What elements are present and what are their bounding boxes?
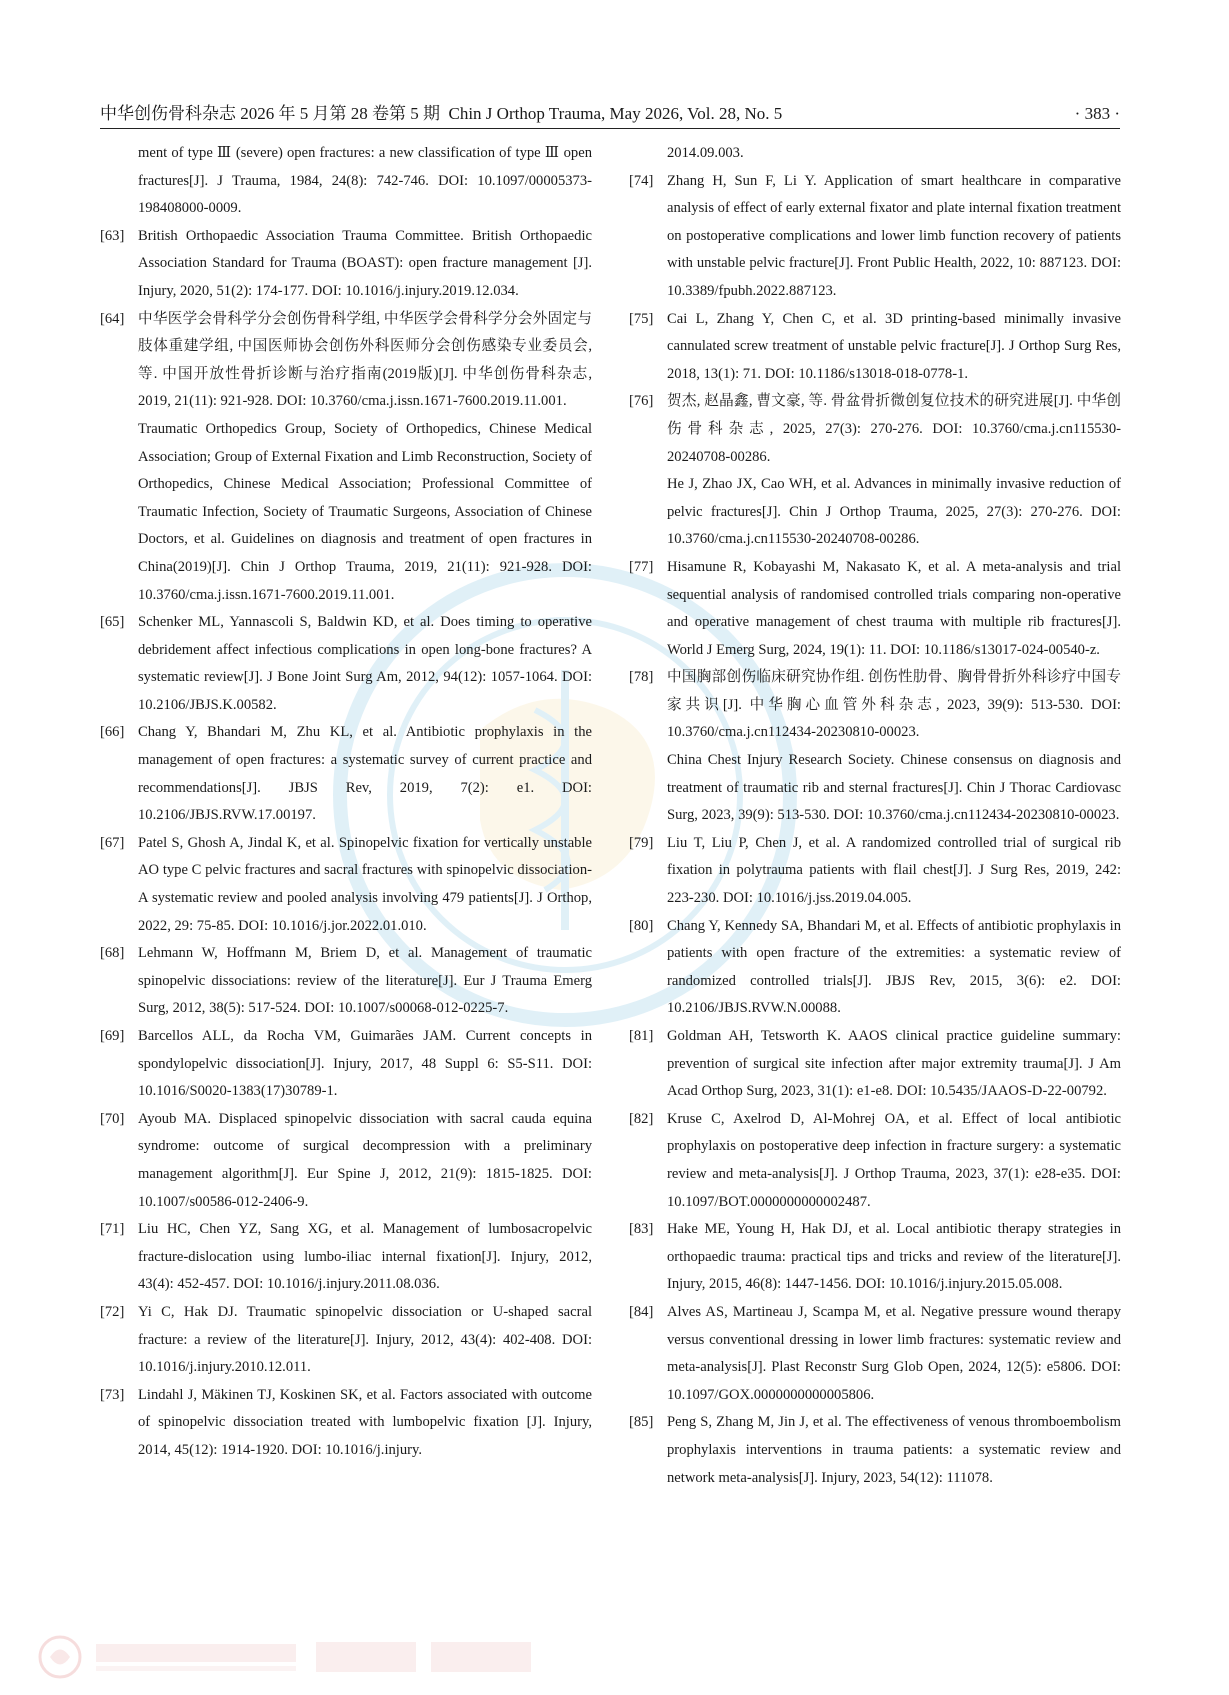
reference-item: ment of type Ⅲ (severe) open fractures: a new classification of type Ⅲ open fractures[J]. J Trauma, 1984, 24(8): 742-746. DOI: 10.1097/00005373-198408000-0009. [138, 145, 592, 217]
reference-item: [76] 贺杰, 赵晶鑫, 曹文豪, 等. 骨盆骨折微创复位技术的研究进展[J]. 中华创伤骨科杂志, 2025, 27(3): 270-276. DOI: 10.3760/cma.j.cn115530-20240708-00286. He J, Zhao JX, Cao WH, et al. Advances in minimally invasive reduction of pelvic fractures[J]. Chin J Orthop Trauma, 2025, 27(3): 270-276. DOI: 10.3760/cma.j.cn115530-20240708-00286. [629, 393, 1121, 548]
reference-item: [69] Barcellos ALL, da Rocha VM, Guimarães JAM. Current concepts in spondylopelvic dissociation[J]. Injury, 2017, 48 Suppl 6: S5-S11. DOI: 10.1016/S0020-1383(17)30789-1. [100, 1028, 592, 1100]
reference-item: [79] Liu T, Liu P, Chen J, et al. A randomized controlled trial of surgical rib fixation in polytrauma patients with flail chest[J]. J Surg Res, 2019, 242: 223-230. DOI: 10.1016/j.jss.2019.04.005. [629, 834, 1121, 907]
reference-item: [65] Schenker ML, Yannascoli S, Baldwin KD, et al. Does timing to operative debridement affect infectious complications in open long-bone fractures? A systematic review[J]. J Bone Joint Surg Am, 2012, 94(12): 1057-1064. DOI: 10.2106/JBJS.K.00582. [100, 614, 592, 713]
references-left-column [100, 140, 592, 1465]
publisher-logo [36, 1632, 556, 1682]
page-number: · 383 · [1074, 104, 1120, 123]
journal-name-cn: 中华创伤骨科杂志 2026 年 5 月第 28 卷第 5 期 [100, 104, 440, 123]
reference-item: [82] Kruse C, Axelrod D, Al-Mohrej OA, et al. Effect of local antibiotic prophylaxis on postoperative deep infection in fracture surgery: a systematic review and meta-analysis[J]. J Orthop Trauma, 2023, 37(1): e28-e35. DOI: 10.1097/BOT.0000000000002487. [629, 1110, 1121, 1210]
reference-item: [67] Patel S, Ghosh A, Jindal K, et al. Spinopelvic fixation for vertically unstable AO type C pelvic fractures and sacral fractures with spinopelvic dissociation- A systematic review and pooled analysis involving 479 patients[J]. J Orthop, 2022, 29: 75-85. DOI: 10.1016/j.jor.2022.01.010. [100, 834, 592, 934]
reference-item: [84] Alves AS, Martineau J, Scampa M, et al. Negative pressure wound therapy versus conventional dressing in lower limb fractures: systematic review and meta-analysis[J]. Plast Reconstr Surg Glob Open, 2024, 12(5): e5806. DOI: 10.1097/GOX.0000000000005806. [629, 1303, 1121, 1403]
reference-item: 2014.09.003. [667, 145, 744, 161]
reference-item: [78] 中国胸部创伤临床研究协作组. 创伤性肋骨、胸骨骨折外科诊疗中国专家共识[J]. 中华胸心血管外科杂志, 2023, 39(9): 513-530. DOI: 10.3760/cma.j.cn112434-20230810-00023. China Chest Injury Research Society. Chinese consensus on diagnosis and treatment of traumatic rib and sternal fractures[J]. Chin J Thorac Cardiovasc Surg, 2023, 39(9): 513-530. DOI: 10.3760/cma.j.cn112434-20230810-00023. [629, 669, 1121, 824]
reference-item: [70] Ayoub MA. Displaced spinopelvic dissociation with sacral cauda equina syndrome: outcome of surgical decompression with a preliminary management algorithm[J]. Eur Spine J, 2012, 21(9): 1815-1825. DOI: 10.1007/s00586-012-2406-9. [100, 1110, 592, 1210]
reference-item: [85] Peng S, Zhang M, Jin J, et al. The effectiveness of venous thromboembolism prophylaxis interventions in trauma patients: a systematic review and network meta-analysis[J]. Injury, 2023, 54(12): 111078. [629, 1414, 1121, 1486]
references-right-column [629, 140, 1121, 1492]
reference-item: [77] Hisamune R, Kobayashi M, Nakasato K, et al. A meta-analysis and trial sequential analysis of randomised controlled trials comparing non-operative and operative management of chest trauma with multiple rib fractures[J]. World J Emerg Surg, 2024, 19(1): 11. DOI: 10.1186/s13017-024-00540-z. [629, 558, 1121, 658]
reference-item: [80] Chang Y, Kennedy SA, Bhandari M, et al. Effects of antibiotic prophylaxis in patients with open fracture of the extremities: a systematic review of randomized controlled trials[J]. JBJS Rev, 2015, 3(6): e2. DOI: 10.2106/JBJS.RVW.N.00088. [629, 917, 1121, 1017]
journal-header-text [100, 104, 782, 124]
reference-item: [66] Chang Y, Bhandari M, Zhu KL, et al. Antibiotic prophylaxis in the management of open fractures: a systematic survey of current practice and recommendations[J]. JBJS Rev, 2019, 7(2): e1. DOI: 10.2106/JBJS.RVW.17.00197. [100, 724, 592, 824]
reference-item: [68] Lehmann W, Hoffmann M, Briem D, et al. Management of traumatic spinopelvic dissociations: review of the literature[J]. Eur J Trauma Emerg Surg, 2012, 38(5): 517-524. DOI: 10.1007/s00068-012-0225-7. [100, 945, 592, 1017]
reference-item: [64] 中华医学会骨科学分会创伤骨科学组, 中华医学会骨科学分会外固定与肢体重建学组, 中国医师协会创伤外科医师分会创伤感染专业委员会, 等. 中国开放性骨折诊断与治疗指南(2019版)[J]. 中华创伤骨科杂志, 2019, 21(11): 921-928. DOI: 10.3760/cma.j.issn.1671-7600.2019.11.001. Traumatic Orthopedics Group, Society of Orthopedics, Chinese Medical Association; Group of External Fixation and Limb Reconstruction, Society of Orthopedics, Chinese Medical Association; Professional Committee of Traumatic Infection, Society of Traumatic Surgeons, Association of Chinese Doctors, et al. Guidelines on diagnosis and treatment of open fractures in China(2019)[J]. Chin J Orthop Trauma, 2019, 21(11): 921-928. DOI: 10.3760/cma.j.issn.1671-7600.2019.11.001. [100, 310, 592, 603]
running-header [100, 104, 1120, 129]
reference-item: [74] Zhang H, Sun F, Li Y. Application of smart healthcare in comparative analysis of effect of early external fixator and plate internal fixation treatment on postoperative complications and lower limb function recovery of patients with unstable pelvic fracture[J]. Front Public Health, 2022, 10: 887123. DOI: 10.3389/fpubh.2022.887123. [629, 172, 1121, 299]
journal-name-en: Chin J Orthop Trauma, May 2026, Vol. 28, No. 5 [448, 104, 783, 123]
reference-item: [73] Lindahl J, Mäkinen TJ, Koskinen SK, et al. Factors associated with outcome of spinopelvic dissociation treated with lumbopelvic fixation [J]. Injury, 2014, 45(12): 1914-1920. DOI: 10.1016/j.injury. [100, 1386, 592, 1458]
reference-item: [75] Cai L, Zhang Y, Chen C, et al. 3D printing-based minimally invasive cannulated screw treatment of unstable pelvic fracture[J]. J Orthop Surg Res, 2018, 13(1): 71. DOI: 10.1186/s13018-018-0778-1. [629, 310, 1121, 382]
reference-item: [81] Goldman AH, Tetsworth K. AAOS clinical practice guideline summary: prevention of surgical site infection after major extremity trauma[J]. J Am Acad Orthop Surg, 2023, 31(1): e1-e8. DOI: 10.5435/JAAOS-D-22-00792. [629, 1028, 1121, 1100]
reference-item: [63] British Orthopaedic Association Trauma Committee. British Orthopaedic Association Standard for Trauma (BOAST): open fracture management [J]. Injury, 2020, 51(2): 174-177. DOI: 10.1016/j.injury.2019.12.034. [100, 227, 592, 299]
reference-item: [71] Liu HC, Chen YZ, Sang XG, et al. Management of lumbosacropelvic fracture-dislocation using lumbo-iliac internal fixation[J]. Injury, 2012, 43(4): 452-457. DOI: 10.1016/j.injury.2011.08.036. [100, 1221, 592, 1293]
reference-item: [72] Yi C, Hak DJ. Traumatic spinopelvic dissociation or U-shaped sacral fracture: a review of the literature[J]. Injury, 2012, 43(4): 402-408. DOI: 10.1016/j.injury.2010.12.011. [100, 1303, 592, 1376]
reference-item: [83] Hake ME, Young H, Hak DJ, et al. Local antibiotic therapy strategies in orthopaedic trauma: practical tips and tricks and review of the literature[J]. Injury, 2015, 46(8): 1447-1456. DOI: 10.1016/j.injury.2015.05.008. [629, 1221, 1121, 1293]
